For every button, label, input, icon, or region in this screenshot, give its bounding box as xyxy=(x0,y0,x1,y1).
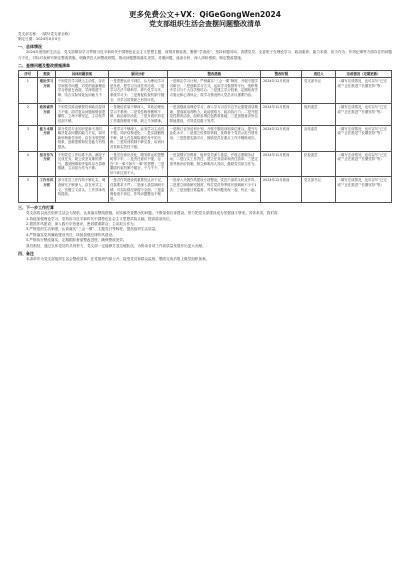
overview-paragraph: 2024年度组织生活会，党支部紧扣学习贯彻习近平新时代中国特色社会主义思想主题，深刻对照检查，聚焦“学查改”，坚持问题导向，查摆党员、支委班子在理论学习、政治素养、能力本领、担当作为、作风纪律等方面存在的问题与不足，对标对表研究制定整改措施，明确责任人和整改时限，推动问题整改落实见效。对照问题，逐条分析，深入剖析根源，制定整改措施。 xyxy=(18,50,392,60)
table-header-row xyxy=(19,70,392,78)
row-index: 2 xyxy=(19,104,38,125)
row-deadline: 2024年12月底前 xyxy=(261,125,302,151)
row-owner: 党支部书记 xyxy=(302,177,336,203)
section-heading-overview: 一、总体情况 xyxy=(18,44,42,50)
row-category: 工作作风方面 xyxy=(37,177,56,203)
section-heading-next-steps: 三、下一步工作打算 xyxy=(18,205,54,211)
list-item: 2.狠抓作风建设，深入践行宗旨意识，密切联系群众，主动担当作为。 xyxy=(26,221,138,226)
notes-paragraph: 本清单作为党支部组织生活会整改清单，在党组织内部公开，接受党员和群众监督，整改完成后报上级党组织备案。 xyxy=(26,256,210,261)
list-item: 5.严格执行整改落实，定期跟踪督促整改进度，确保整改见效。 xyxy=(26,238,127,243)
row-owner: 党支部书记 xyxy=(302,78,336,104)
header-problem: 具体问题表现 xyxy=(56,70,108,78)
document-title: 党支部组织生活会查摆问题整改清单 xyxy=(149,20,261,28)
row-status: （填写完成情况，也可以写“已完成”“正在推进”“长期坚持”等） xyxy=(336,104,392,125)
row-status: （填写完成情况，也可以写“已完成”“正在推进”“长期坚持”等） xyxy=(336,151,392,177)
row-status: （填写完成情况，也可以写“已完成”“正在推进”“长期坚持”等） xyxy=(336,78,392,104)
row-status: （填写完成情况，也可以写“已完成”“正在推进”“长期坚持”等） xyxy=(336,177,392,203)
header-deadline: 整改时限 xyxy=(261,70,302,78)
row-measure: 一是加强政治理论学习，深入学习习近平总书记重要讲话精神，提高政治判断力、政治领悟力、政治执行力；二是开展党性教育活动，组织参观红色教育基地；三是加强意识形态阵地建设，引导党员敢于发声。 xyxy=(168,104,261,125)
row-problem: 个别党员政治敏锐性和政治鉴别力不强，面对复杂问题和错误思潮时，立场不够坚定，主动发声亮剑不够。 xyxy=(56,104,108,125)
row-deadline: 2024年12月底前 xyxy=(261,104,302,125)
row-category: 政治素养方面 xyxy=(37,104,56,125)
row-problem: 个别党员工作标准不高，满足于完成任务，缺乏攻坚克难的勇气，遇到困难和矛盾时存在畏难情绪，主动担当作为不够。 xyxy=(56,151,108,177)
table-row xyxy=(19,104,392,125)
row-deadline: 2024年12月底前 xyxy=(261,177,302,203)
row-index: 1 xyxy=(19,78,38,104)
row-cause: 一是学习不够深入，业务学习主动性不强，知识结构老化；二是实践锻炼不够，缺乏在急难险重任务中的历练；三是培训机制不够完善，培训针对性和实效性不强。 xyxy=(108,125,168,151)
header-status: 完成情况（定期更新） xyxy=(336,70,392,78)
row-category: 担当作为方面 xyxy=(37,151,56,177)
row-category: 理论学习方面 xyxy=(37,78,56,104)
row-deadline: 2024年12月底前 xyxy=(261,78,302,104)
next-steps-list xyxy=(18,217,392,249)
section-heading-notes: 四、备注 xyxy=(18,250,34,256)
header-category: 类别 xyxy=(37,70,56,78)
row-owner: 组织委员 xyxy=(302,104,336,125)
row-measure: 一是制订业务培训计划，开展专题培训和岗位练兵，提升专业化水平；二是建立传帮带机制，发挥骨干党员示范引领作用；三是搭建实践平台，鼓励党员在重点工作中锻炼成长。 xyxy=(168,125,261,151)
row-deadline: 2024年12月底前 xyxy=(261,151,302,177)
table-row xyxy=(19,177,392,203)
row-status: （填写完成情况，也可以写“已完成”“正在推进”“长期坚持”等） xyxy=(336,125,392,151)
table-row xyxy=(19,125,392,151)
promo-banner: 更多免费公文+VX：QiGeGongWen2024 xyxy=(129,10,281,19)
list-item: 我们相信，通过全体党员的共同努力，党支部一定能够打造过硬队伍，为推动各项工作高质量发展作出更大贡献。 xyxy=(26,243,206,248)
row-problem: 部分党员专业知识更新不及时，解决复杂问题的能力不足，面对新形势新任务时，存在本领恐慌现象，创新思维和应变能力有待提高。 xyxy=(56,125,108,151)
row-category: 能力本领方面 xyxy=(37,125,56,151)
row-measure: 一是深入开展作风建设专项整治，党员干部带头转变作风；二是建立调查研究制度，每位党员每季度开展调研不少于1次；三是加强日常监督，对作风问题发现一起、纠正一起。 xyxy=(168,177,261,203)
list-item: 1.持续加强理论学习，坚持用习近平新时代中国特色社会主义思想武装头脑，提高政治站位。 xyxy=(26,216,174,221)
next-steps-intro: 党支部将以此次组织生活会为契机，认真落实整改措施，切实解决查摆出的问题，不断加强自身建设，努力把党支部建设成为坚强战斗堡垒。具体来讲，我们将： xyxy=(26,211,282,216)
row-cause: 一是宗旨意识淡化，服务群众的思想树得不牢；二是责任意识不强，存在“多一事不如少一事”的思想；三是激励约束机制不健全，干与不干、干好干坏区别不大。 xyxy=(108,151,168,177)
row-measure: 一是加强宗旨教育，组织党员深入基层，开展志愿服务活动；二是压实工作责任，建立任务清单和责任清单；三是完善考核评价机制，树立鲜明用人导向，激励党员担当作为。 xyxy=(168,151,261,177)
row-owner: 宣传委员 xyxy=(302,125,336,151)
row-index: 4 xyxy=(19,151,38,177)
row-cause: 一是对作风建设的重要性认识不足，自我要求不严；二是深入基层调研不够，对实际情况掌握不全面；三是监督检查不到位，作风问题整治不彻底。 xyxy=(108,177,168,203)
table-row xyxy=(19,78,392,104)
table-row xyxy=(19,151,392,177)
row-cause: 一是思想认识不到位，认为理论学习是务虚，把学习当成任务完成；二是学习方法不够科学，碎片化学习多，系统学习少；三是督促检查机制不健全，对学习效果缺乏有效评估。 xyxy=(108,78,168,104)
row-index: 5 xyxy=(19,177,38,203)
header-index: 序号 xyxy=(19,70,38,78)
section-heading-issues: 二、查摆问题及整改措施清单 xyxy=(18,62,70,68)
header-owner: 责任人 xyxy=(302,70,336,78)
row-measure: 一是制定学习计划，严格落实“三会一课”制度，开展专题学习研讨；二是创新学习方式，运用学习强国等平台，组织集中学习与个人自学相结合；三是建立学习档案，定期检查学习笔记和心得体会，将学习情况纳入党员评议重要内容。 xyxy=(168,78,261,104)
row-cause: 一是理论武装不够深入，对政治理论学习不系统；二是党性修养锻炼不够，政治意识淡化；三是对意识形态工作重视程度不够，缺乏斗争精神。 xyxy=(108,104,168,125)
row-index: 3 xyxy=(19,125,38,151)
party-branch-name: 党支部名称：（填写党支部全称） xyxy=(18,32,72,36)
row-problem: 个别党员学习缺乏主动性，存在学用脱节问题，对党的创新理论学习停留在表面，学深悟透不够，结合实际转化运用能力不足。 xyxy=(56,78,108,104)
prepared-date: 制定日期：2024年X月X日 xyxy=(18,37,61,42)
header-cause: 原因分析 xyxy=(108,70,168,78)
row-problem: 部分党员工作作风不够扎实，调查研究不够深入，存在形式主义、官僚主义苗头，工作效率有待提高。 xyxy=(56,177,108,203)
list-item: 3.严格组织生活制度，认真落实“三会一课”、主题党日等制度，提高组织生活质量。 xyxy=(26,227,159,232)
list-item: 4.严格落实党风廉政建设责任，持续加强纪律作风建设。 xyxy=(26,232,116,237)
rectification-table xyxy=(18,70,392,204)
header-measure: 整改措施 xyxy=(168,70,261,78)
row-owner: 纪检委员 xyxy=(302,151,336,177)
